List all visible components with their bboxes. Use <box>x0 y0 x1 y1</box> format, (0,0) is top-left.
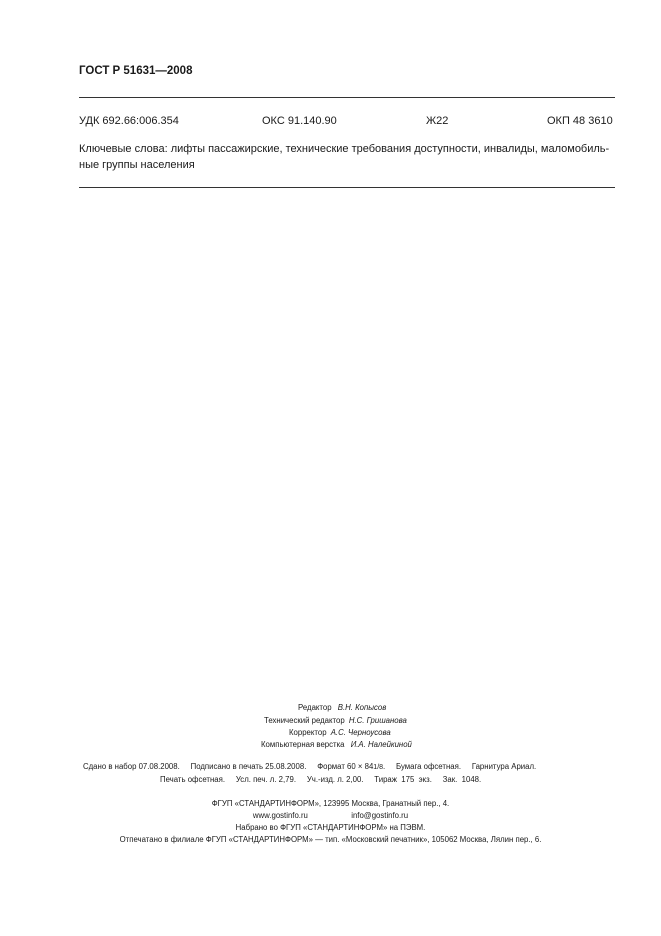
top-rule <box>79 97 615 98</box>
imprint-line-1 <box>83 762 536 771</box>
publisher-printed: Отпечатано в филиале ФГУП «СТАНДАРТИНФОРМ» — тип. «Московский печатник», 105062 Москва, Лялин пер., 6. <box>119 835 542 844</box>
credit-role: Редактор <box>298 703 332 712</box>
credit-name: И.А. Налейкиной <box>350 740 412 749</box>
credit-tech-editor <box>264 716 407 725</box>
credit-corrector <box>289 728 391 737</box>
standard-number: ГОСТ Р 51631—2008 <box>79 65 193 77</box>
publisher-contacts: www.gostinfo.ru info@gostinfo.ru <box>252 811 409 820</box>
imprint-text-b: . Бумага офсетная. Гарнитура Ариал. <box>383 762 537 771</box>
publisher-address: ФГУП «СТАНДАРТИНФОРМ», 123995 Москва, Гранатный пер., 4. <box>211 799 450 808</box>
credit-name: В.Н. Копысов <box>337 703 387 712</box>
keywords-line-2: ные группы населения <box>79 159 195 171</box>
bottom-rule <box>79 187 615 188</box>
credit-layout <box>261 740 412 749</box>
credit-role: Компьютерная верстка <box>261 740 345 749</box>
imprint-line-2: Печать офсетная. Усл. печ. л. 2,79. Уч.-изд. л. 2,00. Тираж 175 экз. Зак. 1048. <box>160 775 482 784</box>
group-code: Ж22 <box>426 115 449 127</box>
credit-editor <box>298 703 386 712</box>
imprint-text: Сдано в набор 07.08.2008. Подписано в печать 25.08.2008. Формат 60 × 84 <box>83 762 374 771</box>
credit-role: Корректор <box>289 728 327 737</box>
credit-role: Технический редактор <box>264 716 345 725</box>
credit-name: А.С. Черноусова <box>330 728 391 737</box>
okp-code: ОКП 48 3610 <box>547 115 613 127</box>
udk-code: УДК 692.66:006.354 <box>79 115 179 127</box>
keywords-line-1: Ключевые слова: лифты пассажирские, технические требования доступности, инвалиды, маломобиль- <box>79 143 610 155</box>
credit-name: Н.С. Гришанова <box>348 716 407 725</box>
keywords <box>79 141 615 173</box>
format-fraction: 1/8 <box>373 764 384 771</box>
oks-code: ОКС 91.140.90 <box>262 115 337 127</box>
publisher-typeset: Набрано во ФГУП «СТАНДАРТИНФОРМ» на ПЭВМ. <box>235 823 426 832</box>
